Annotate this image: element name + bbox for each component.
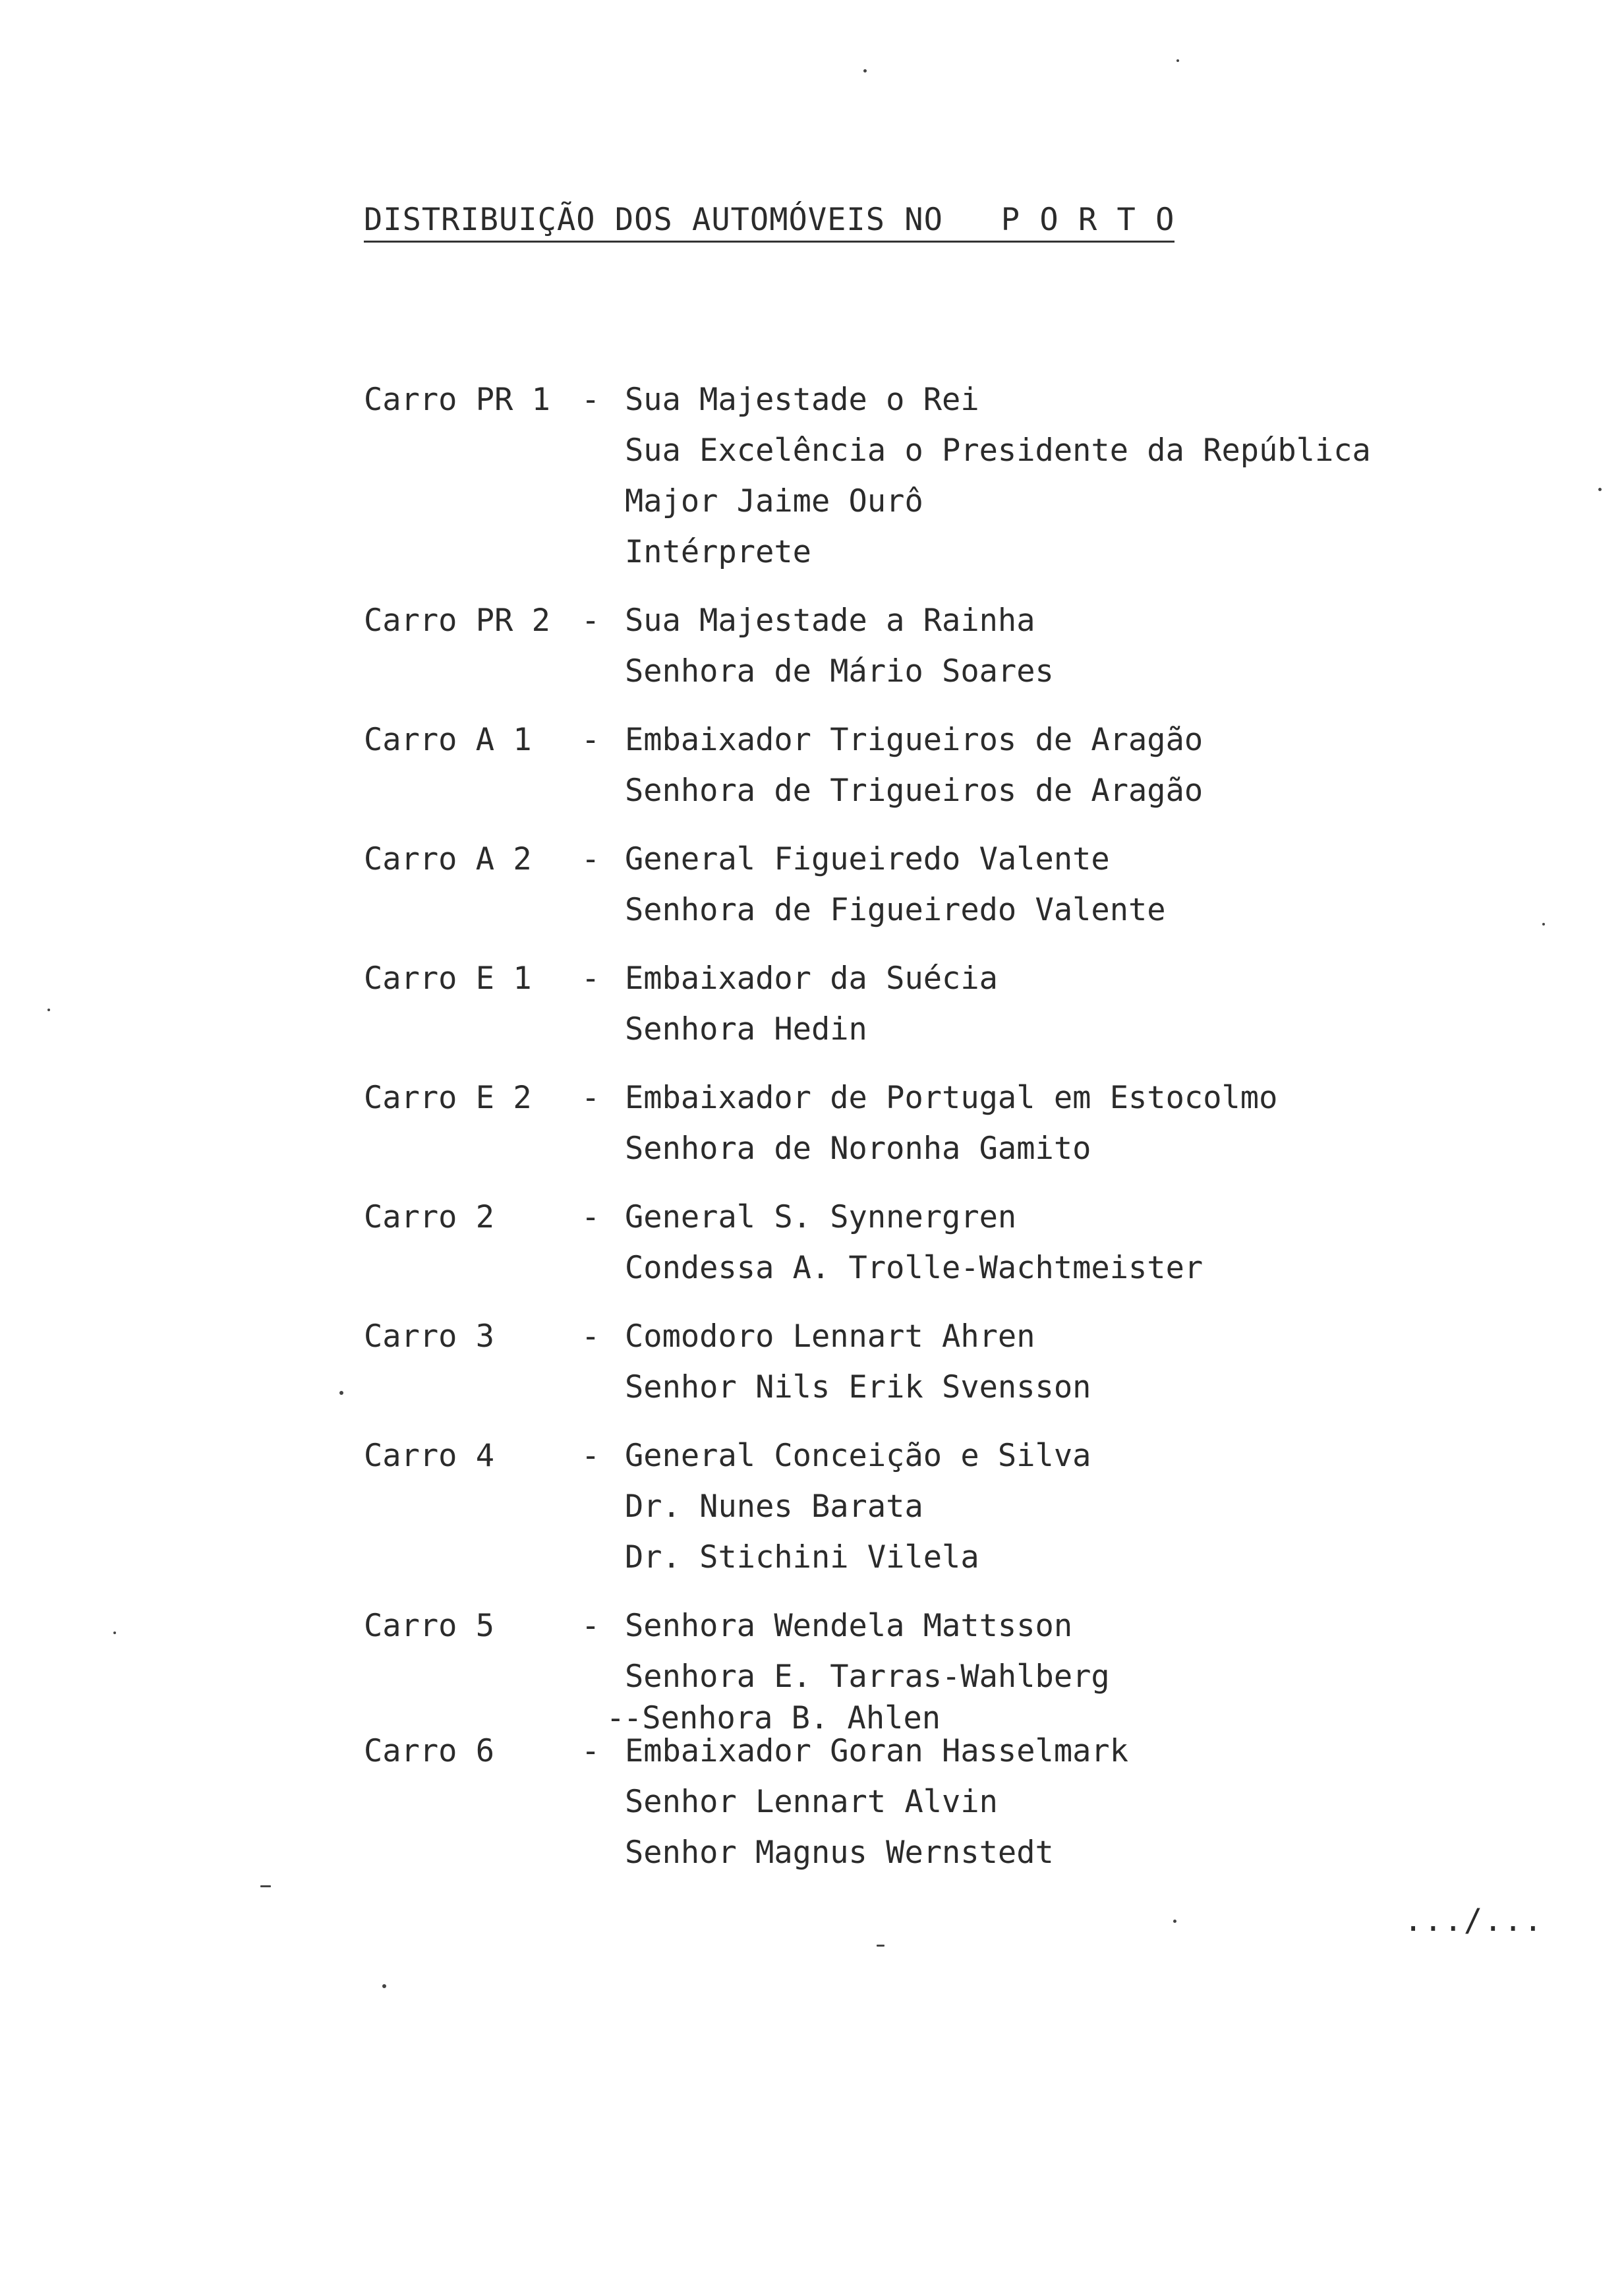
car-entry: Carro E 2 - Embaixador de Portugal em Estocolmo Senhora de Noronha Gamito	[364, 1073, 1484, 1174]
car-distribution-list	[364, 374, 1484, 1878]
passenger-name: Senhora E. Tarras-Wahlberg	[625, 1659, 1110, 1695]
car-entry: Carro A 2 - General Figueiredo Valente Senhora de Figueiredo Valente	[364, 834, 1484, 935]
passenger-name: Senhora de Noronha Gamito	[625, 1131, 1091, 1167]
car-label: Carro 6	[364, 1733, 495, 1769]
car-entry: Carro PR 2 - Sua Majestade a Rainha Senhora de Mário Soares	[364, 595, 1484, 697]
scan-speck	[1542, 923, 1545, 926]
passenger-name: General Figueiredo Valente	[625, 841, 1110, 877]
car-label: Carro 2	[364, 1199, 495, 1235]
scan-speck	[1176, 59, 1179, 62]
passenger-name: Senhora Hedin	[625, 1011, 867, 1047]
scan-speck	[113, 1632, 116, 1634]
passenger-name: Sua Excelência o Presidente da República	[625, 432, 1371, 469]
car-label: Carro E 1	[364, 960, 532, 997]
passenger-name: General S. Synnergren	[625, 1199, 1017, 1235]
page-title: DISTRIBUIÇÃO DOS AUTOMÓVEIS NO P O R T O	[364, 201, 1174, 243]
passenger-name: Senhor Magnus Wernstedt	[625, 1835, 1054, 1871]
passenger-name: Senhor Lennart Alvin	[625, 1784, 998, 1820]
car-entry: Carro PR 1 - Sua Majestade o Rei Sua Excelência o Presidente da República Major Jaime Ourô Intérprete	[364, 374, 1484, 577]
scan-speck	[877, 1945, 884, 1947]
scan-speck	[1598, 488, 1602, 491]
passenger-name: Senhora de Figueiredo Valente	[625, 892, 1166, 928]
scan-speck	[47, 1009, 50, 1011]
passenger-name: Senhora de Trigueiros de Aragão	[625, 773, 1204, 809]
scan-speck	[260, 1885, 271, 1887]
passenger-name: Embaixador da Suécia	[625, 960, 998, 997]
car-entry: Carro 3 - Comodoro Lennart Ahren Senhor Nils Erik Svensson	[364, 1311, 1484, 1413]
passenger-name: Dr. Stichini Vilela	[625, 1539, 979, 1575]
car-label: Carro E 2	[364, 1080, 532, 1116]
passenger-name: Embaixador Trigueiros de Aragão	[625, 722, 1204, 758]
car-label: Carro 5	[364, 1608, 495, 1644]
passenger-name: Major Jaime Ourô	[625, 483, 923, 519]
passenger-name: Sua Majestade o Rei	[625, 382, 979, 418]
car-entry: Carro 5 - Senhora Wendela Mattsson Senhora E. Tarras-Wahlberg - -Senhora B. Ahlen	[364, 1601, 1484, 1735]
passenger-name: Embaixador Goran Hasselmark	[625, 1733, 1129, 1769]
car-label: Carro PR 2	[364, 603, 550, 639]
car-entry: Carro E 1 - Embaixador da Suécia Senhora Hedin	[364, 953, 1484, 1055]
car-label: Carro A 1	[364, 722, 532, 758]
passenger-name: Condessa A. Trolle-Wachtmeister	[625, 1250, 1204, 1286]
passenger-name: Senhora Wendela Mattsson	[625, 1608, 1073, 1644]
car-label: Carro PR 1	[364, 382, 550, 418]
car-label: Carro A 2	[364, 841, 532, 877]
car-label: Carro 3	[364, 1318, 495, 1355]
continuation-mark: .../...	[1404, 1902, 1544, 1939]
passenger-name: Senhora de Mário Soares	[625, 653, 1054, 690]
car-entry: Carro 4 - General Conceição e Silva Dr. Nunes Barata Dr. Stichini Vilela	[364, 1430, 1484, 1583]
scan-speck	[863, 69, 867, 73]
passenger-name-typed-over: -Senhora B. Ahlen	[624, 1700, 941, 1736]
passenger-name: Embaixador de Portugal em Estocolmo	[625, 1080, 1278, 1116]
passenger-name: Dr. Nunes Barata	[625, 1488, 923, 1525]
scan-speck	[382, 1984, 386, 1988]
car-entry: Carro 2 - General S. Synnergren Condessa A. Trolle-Wachtmeister	[364, 1192, 1484, 1293]
passenger-name: Comodoro Lennart Ahren	[625, 1318, 1035, 1355]
passenger-name: Sua Majestade a Rainha	[625, 603, 1035, 639]
scan-speck	[339, 1391, 343, 1395]
car-entry: Carro A 1 - Embaixador Trigueiros de Aragão Senhora de Trigueiros de Aragão	[364, 715, 1484, 816]
scan-speck	[1173, 1920, 1176, 1923]
passenger-name: Intérprete	[625, 534, 811, 570]
car-entry: Carro 6 - Embaixador Goran Hasselmark Senhor Lennart Alvin Senhor Magnus Wernstedt	[364, 1726, 1484, 1878]
passenger-name: Senhor Nils Erik Svensson	[625, 1369, 1091, 1405]
passenger-name: General Conceição e Silva	[625, 1438, 1091, 1474]
car-label: Carro 4	[364, 1438, 495, 1474]
